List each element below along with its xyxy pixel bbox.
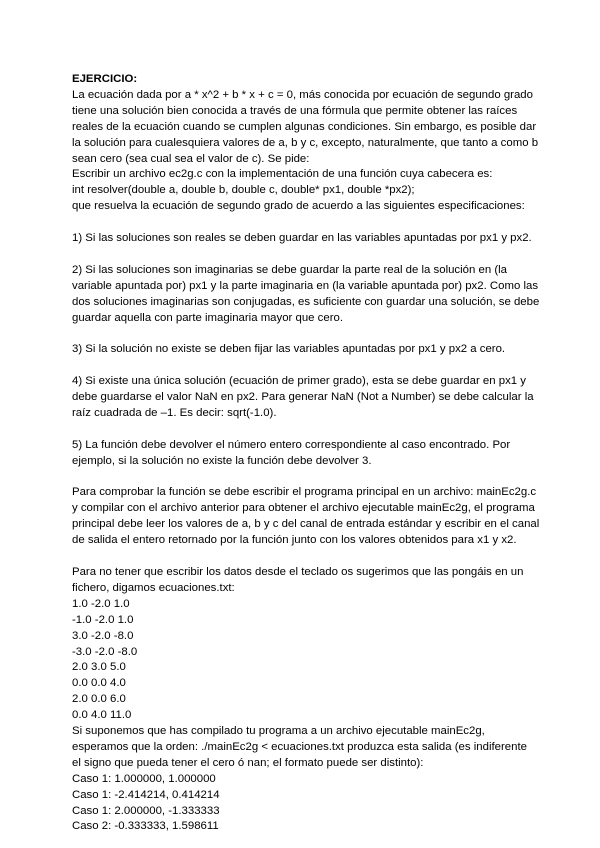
output-intro-line: el signo que pueda tener el cero ó nan; el formato puede ser distinto): [72,756,424,769]
intro-line: la solución para cualesquiera valores de a, b y c, excepto, naturalmente, que tanto a como b [72,136,539,149]
data-line: 0.0 4.0 11.0 [72,709,132,722]
paragraph-gap [72,358,540,374]
output-line: Caso 1: 1.000000, 1.000000 [72,772,216,785]
exercise-title: EJERCICIO: [72,73,138,85]
intro-line: La ecuación dada por a * x^2 + b * x + c = 0, más conocida por ecuación de segundo grado [72,88,533,101]
test-line: Para comprobar la función se debe escribir el programa principal en un archivo: mainEc2g.c [72,486,537,499]
file-intro-line: Para no tener que escribir los datos desde el teclado os sugerimos que las pongáis en un [72,565,524,578]
spec-line: 1) Si las soluciones son reales se deben guardar en las variables apuntadas por px1 y px2. [72,232,532,245]
spec-line: 3) Si la solución no existe se deben fijar las variables apuntadas por px1 y px2 a cero. [72,343,506,356]
data-line: 3.0 -2.0 -8.0 [72,629,134,642]
file-intro-paragraph [72,565,540,597]
output-intro-line: Si suponemos que has compilado tu programa a un archivo ejecutable mainEc2g, [72,725,485,738]
function-signature: int resolver(double a, double b, double c, double* px1, double *px2); [72,184,415,197]
data-line: 1.0 -2.0 1.0 [72,597,130,610]
data-line: -3.0 -2.0 -8.0 [72,645,138,658]
data-line: 0.0 0.0 4.0 [72,677,126,690]
paragraph-gap [72,470,540,486]
output-intro-paragraph [72,724,540,772]
test-line: y compilar con el archivo anterior para obtener el archivo ejecutable mainEc2g, el programa [72,502,535,515]
spec-4-paragraph [72,374,540,422]
data-line: 2.0 0.0 6.0 [72,693,126,706]
expected-output-list [72,772,540,836]
intro-line: tiene una solución bien conocida a través de una fórmula que permite obtener las raíces [72,104,518,117]
output-line: Caso 2: -0.333333, 1.598611 [72,820,219,833]
spec-3-paragraph [72,342,540,358]
test-line: de salida el entero retornado por la función junto con los valores obtenidos para x1 y x2. [72,534,517,547]
spec-1-paragraph [72,231,540,247]
spec-line: dos soluciones imaginarias son conjugadas, es suficiente con guardar una solución, se debe [72,295,540,308]
paragraph-gap [72,247,540,263]
test-paragraph [72,485,540,549]
spec-line: debe guardarse el valor NaN en px2. Para generar NaN (Not a Number) se debe calcular la [72,391,534,404]
intro-line: que resuelva la ecuación de segundo grado de acuerdo a las siguientes especificaciones: [72,200,525,213]
spec-line: variable apuntada por) px1 y la parte imaginaria en (la variable apuntada por) px2. Como las [72,279,539,292]
spec-2-paragraph [72,263,540,327]
spec-line: 4) Si existe una única solución (ecuación de primer grado), esta se debe guardar en px1 y [72,375,526,388]
spec-5-paragraph [72,438,540,470]
input-data-list [72,597,540,724]
data-line: -1.0 -2.0 1.0 [72,613,134,626]
intro-line: sean cero (sea cual sea el valor de c). Se pide: [72,152,310,165]
output-line: Caso 1: 2.000000, -1.333333 [72,804,220,817]
intro-line: reales de la ecuación cuando se cumplen algunas condiciones. Sin embargo, es posible dar [72,120,537,133]
paragraph-gap [72,422,540,438]
spec-line: guardar aquella con parte imaginaria mayor que cero. [72,311,344,324]
paragraph-gap [72,215,540,231]
test-line: principal debe leer los valores de a, b y c del canal de entrada estándar y escribir en el canal [72,518,540,531]
intro-paragraph [72,88,540,215]
intro-line: Escribir un archivo ec2g.c con la implementación de una función cuya cabecera es: [72,168,493,181]
output-line: Caso 1: -2.414214, 0.414214 [72,788,220,801]
spec-line: 2) Si las soluciones son imaginarias se debe guardar la parte real de la solución en (la [72,263,507,276]
output-intro-line: esperamos que la orden: ./mainEc2g < ecuaciones.txt produzca esta salida (es indiferente [72,740,527,753]
spec-line: 5) La función debe devolver el número entero correspondiente al caso encontrado. Por [72,438,511,451]
data-line: 2.0 3.0 5.0 [72,661,126,674]
spec-line: ejemplo, si la solución no existe la función debe devolver 3. [72,454,372,467]
file-intro-line: fichero, digamos ecuaciones.txt: [72,581,235,594]
spec-line: raíz cuadrada de –1. Es decir: sqrt(-1.0). [72,406,277,419]
paragraph-gap [72,549,540,565]
paragraph-gap [72,326,540,342]
